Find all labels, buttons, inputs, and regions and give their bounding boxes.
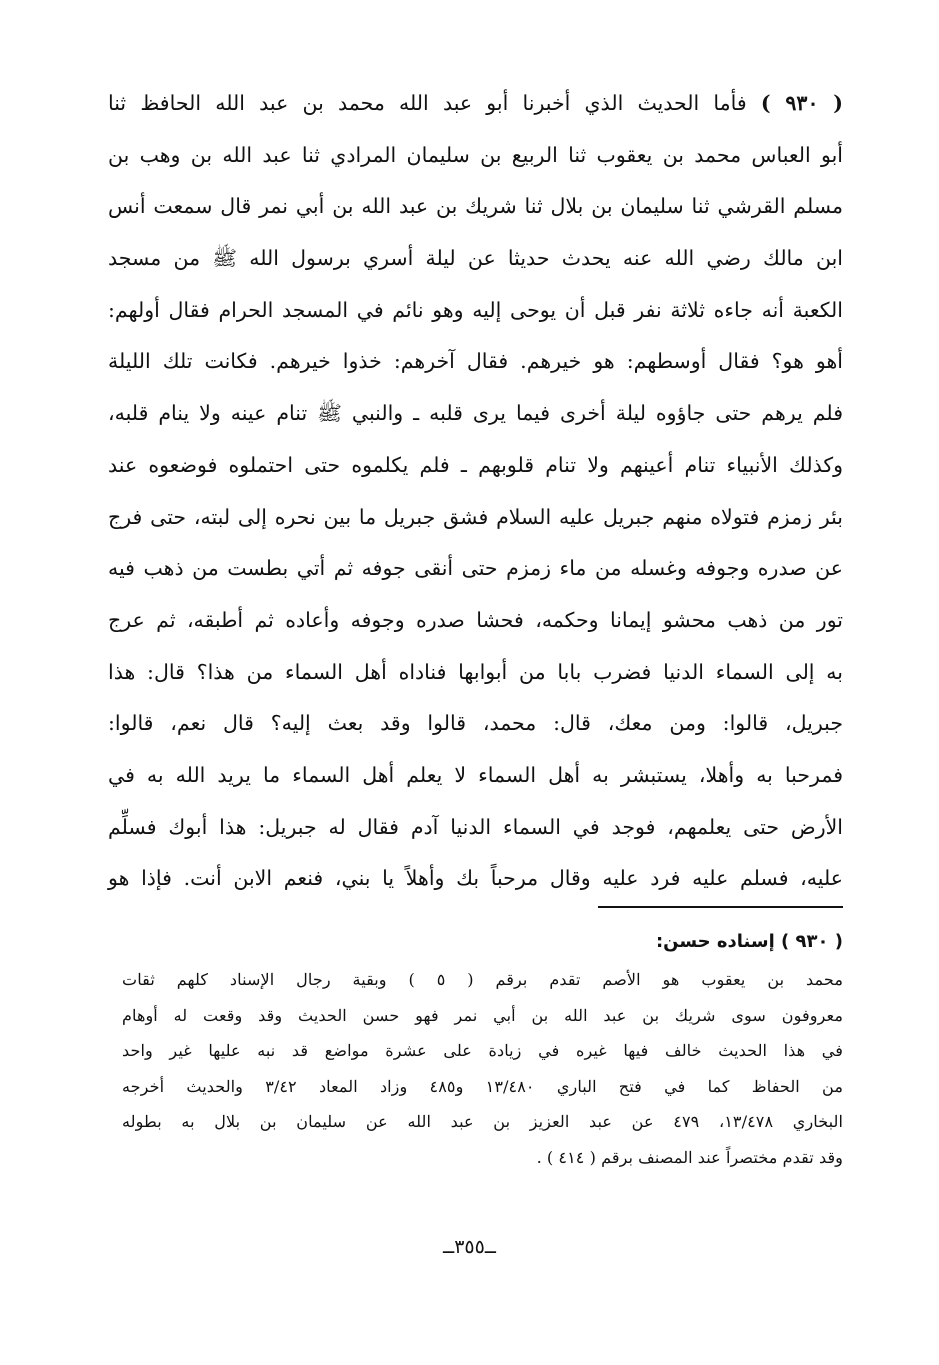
footnote-line: معروفون سوى شريك بن عبد الله بن أبي نمر فهو حسن الحديث وقد وقعت له أوهام (122, 1005, 843, 1025)
main-text-line: فمرحبا به وأهلا، يستبشر به أهل السماء لا يعلم أهل السماء ما يريد الله به في (108, 762, 843, 787)
footnote-line: من الحفاظ كما في فتح الباري ١٣/٤٨٠ و٤٨٥ وزاد المعاد ٣/٤٢ والحديث أخرجه (122, 1076, 844, 1096)
main-text-line: جبريل، قالوا: ومن معك، قال: محمد، قالوا وقد بعث إليه؟ قال نعم، قالوا: (108, 711, 843, 736)
main-line-text: فأما الحديث الذي أخبرنا أبو عبد الله محمد بن عبد الله الحافظ ثنا (108, 91, 747, 115)
footnote (122, 922, 843, 1175)
main-text-line: الأرض حتى يعلمهم، فوجد في السماء الدنيا آدم فقال له جبريل: هذا أبوك فسلِّم (108, 814, 843, 839)
footnote-line: وقد تقدم مختصراً عند المصنف برقم ( ٤١٤ ) . (536, 1147, 843, 1167)
main-text-line: الكعبة أنه جاءه ثلاثة نفر قبل أن يوحى إليه وهو نائم في المسجد الحرام فقال أولهم: (108, 297, 843, 322)
main-text-line: بئر زمزم فتولاه منهم جبريل عليه السلام فشق جبريل ما بين نحره إلى لبته، حتى فرج (108, 504, 843, 529)
main-text-line: أهو هو؟ فقال أوسطهم: هو خيرهم. فقال آخرهم: خذوا خيرهم. فكانت تلك الليلة (108, 349, 843, 374)
main-text-line: تور من ذهب محشو إيمانا وحكمه، فحشا صدره وجوفه وأعاده ثم أطبقه، ثم عرج (108, 607, 843, 632)
main-text-line: مسلم القرشي ثنا سليمان بن بلال ثنا شريك بن عبد الله بن أبي نمر قال سمعت أنس (108, 194, 843, 219)
footnote-line: محمد بن يعقوب هو الأصم تقدم برقم ( ٥ ) وبقية رجال الإسناد كلهم ثقات (122, 970, 844, 989)
hadith-number: ( ٩٣٠ ) (760, 91, 843, 115)
footnote-line: البخاري ١٣/٤٧٨، ٤٧٩ عن عبد العزيز بن عبد الله عن سليمان بن بلال به بطوله (122, 1112, 843, 1131)
main-text-line: فلم يرهم حتى جاؤوه ليلة أخرى فيما يرى قلبه ـ والنبي ﷺ تنام عينه ولا ينام قلبه، (108, 401, 843, 426)
main-text-line: وكذلك الأنبياء تنام أعينهم ولا تنام قلوبهم ـ فلم يكلموه حتى احتملوه فوضعوه عند (108, 452, 843, 477)
main-text-line: عليه، فسلم عليه فرد عليه وقال مرحباً بك وأهلاً يا بني، فنعم الابن أنت. فإذا هو (108, 866, 843, 891)
footnote-divider (598, 906, 843, 908)
main-text-line: به إلى السماء الدنيا فضرب بابا من أبوابها فناداه أهل السماء من هذا؟ قال: هذا (108, 659, 843, 684)
hadith-body (108, 78, 843, 905)
main-text-line (108, 78, 843, 130)
main-text-line: ابن مالك رضي الله عنه يحدث حديثا عن ليلة أسري برسول الله ﷺ من مسجد (108, 246, 843, 271)
main-text-line: عن صدره وجوفه وغسله من ماء زمزم حتى أنقى جوفه ثم أتي بطست من ذهب فيه (108, 556, 843, 581)
main-text-line: أبو العباس محمد بن يعقوب ثنا الربيع بن سليمان المرادي ثنا عبد الله بن وهب بن (108, 142, 843, 167)
footnote-line: في هذا الحديث خالف فيها غيره في زيادة على عشرة مواضع قد نبه عليها غير واحد (122, 1041, 843, 1060)
footnote-heading: ( ٩٣٠ ) إسناده حسن: (655, 931, 843, 952)
page-number: ــ٣٥٥ــ (443, 1236, 496, 1258)
